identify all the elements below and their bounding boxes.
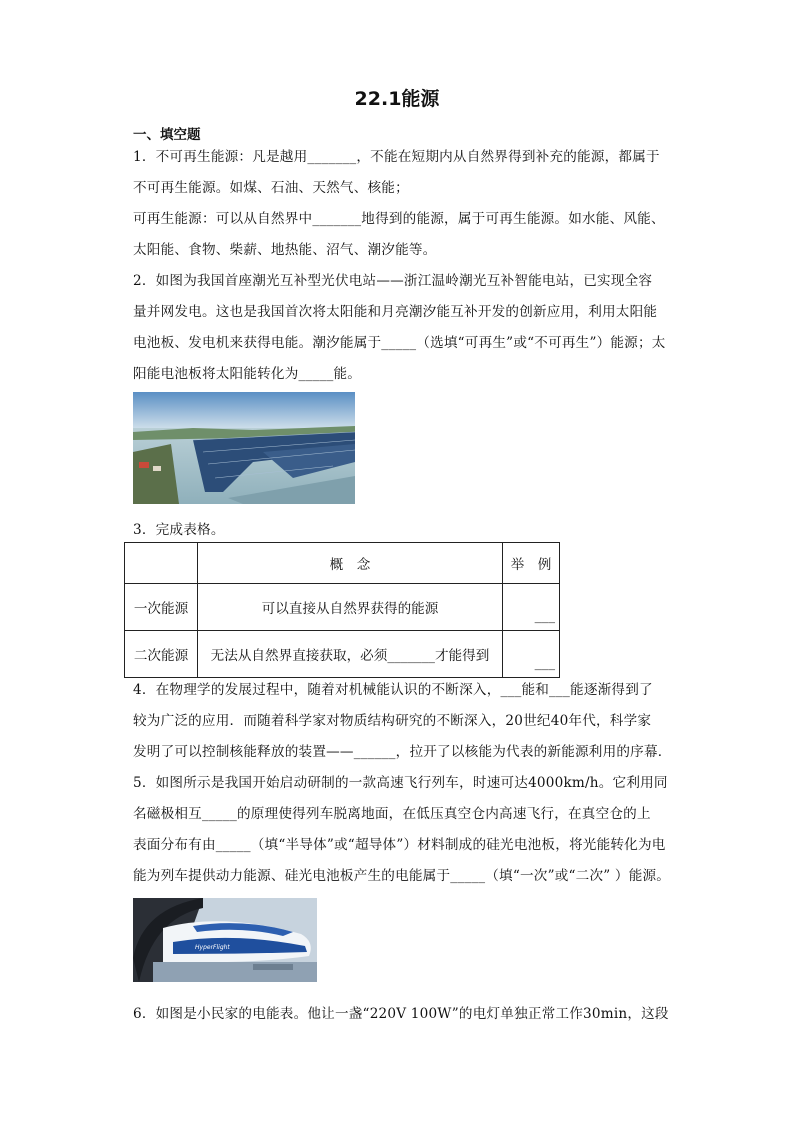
question-4-line-1: 4．在物理学的发展过程中，随着对机械能认识的不断深入，___能和___能逐渐得到了 [133,682,653,698]
train-logo-text: HyperFlight [195,944,230,951]
flying-train-photo [133,898,317,982]
question-2-line-2: 量并网发电。这也是我国首次将太阳能和月亮潮汐能互补开发的创新应用，利用太阳能 [133,304,658,320]
table-cell: 一次能源 [125,584,198,631]
energy-table [124,542,560,678]
question-5-line-1: 5．如图所示是我国开始启动研制的一款高速飞行列车，时速可达4000km/h。它利用同 [133,775,668,791]
table-row [125,584,560,631]
question-4-line-2: 较为广泛的应用．而随着科学家对物质结构研究的不断深入，20世纪40年代，科学家 [133,713,652,729]
question-2-line-3: 电池板、发电机来获得电能。潮汐能属于_____（选填“可再生”或“不可再生”）能源；太 [133,335,666,351]
question-6-line-1: 6．如图是小民家的电能表。他让一盏“220V 100W”的电灯单独正常工作30min，这段 [133,1006,669,1022]
question-5-line-3: 表面分布有由_____（填“半导体”或“超导体”）材料制成的硅光电池板，将光能转化为电 [133,837,666,853]
question-5-line-2: 名磁极相互_____的原理使得列车脱离地面，在低压真空仓内高速飞行，在真空仓的上 [133,806,651,822]
table-header-cell: 概 念 [198,543,503,584]
question-2-line-4: 阳能电池板将太阳能转化为_____能。 [133,366,362,382]
question-1-line-2: 不可再生能源。如煤、石油、天然气、核能； [133,180,409,196]
solar-tidal-station-photo [133,392,355,504]
table-cell: 可以直接从自然界获得的能源 [198,584,503,631]
question-5-line-4: 能为列车提供动力能源、硅光电池板产生的电能属于_____（填“一次”或“二次” ）能源。 [133,868,671,884]
section-heading: 一、填空题 [133,127,201,143]
table-header-row [125,543,560,584]
question-2-line-1: 2．如图为我国首座潮光互补型光伏电站——浙江温岭潮光互补智能电站，已实现全容 [133,273,653,289]
question-1-line-4: 太阳能、食物、柴薪、地热能、沼气、潮汐能等。 [133,242,437,258]
question-1-line-1: 1．不可再生能源：凡是越用_______，不能在短期内从自然界得到补充的能源，都属于 [133,149,660,165]
question-3-prompt: 3．完成表格。 [133,522,225,538]
table-cell: 二次能源 [125,631,198,678]
question-4-line-3: 发明了可以控制核能释放的装置——______，拉开了以核能为代表的新能源利用的序幕． [133,744,672,760]
table-header-cell: 举 例 [503,543,560,584]
table-cell: ___ [503,584,560,631]
page-title: 22.1能源 [354,88,440,110]
question-1-line-3: 可再生能源：可以从自然界中_______地得到的能源，属于可再生能源。如水能、风能、 [133,211,665,227]
table-header-cell [125,543,198,584]
table-cell: 无法从自然界直接获取，必须_______才能得到 [198,631,503,678]
table-row [125,631,560,678]
table-cell: ___ [503,631,560,678]
